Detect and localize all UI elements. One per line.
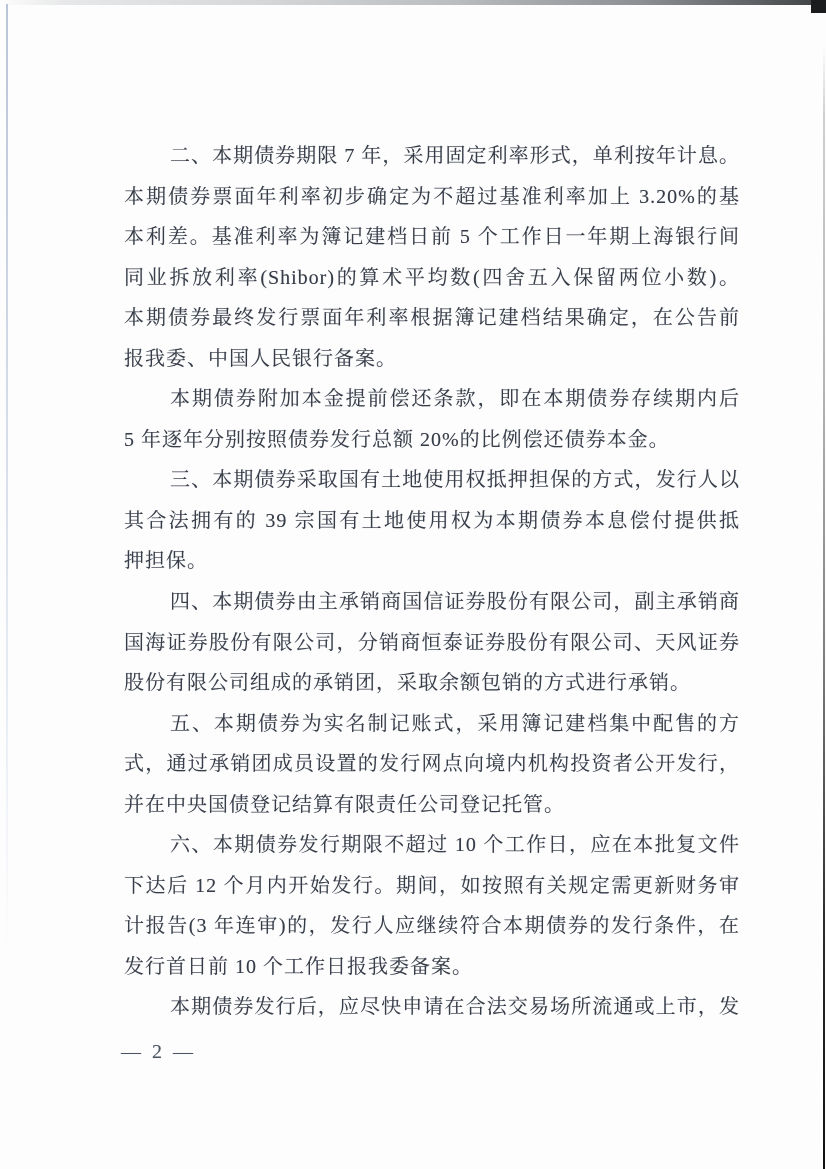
text-line: 5 年逐年分别按照债券发行总额 20%的比例偿还债券本金。 (124, 428, 670, 451)
text-line: 本期债券票面年利率初步确定为不超过基准利率加上 3.20%的基 (124, 185, 740, 208)
text-line: 下达后 12 个月内开始发行。期间，如按照有关规定需更新财务审 (124, 874, 740, 897)
text-line: 股份有限公司组成的承销团，采取余额包销的方式进行承销。 (124, 672, 691, 695)
text-line: 本期债券最终发行票面年利率根据簿记建档结果确定，在公告前 (124, 307, 740, 330)
text-line: 二、本期债券期限 7 年，采用固定利率形式，单利按年计息。 (170, 145, 740, 167)
text-line: 三、本期债券采取国有土地使用权抵押担保的方式，发行人以 (170, 469, 740, 492)
text-line: 六、本期债券发行期限不超过 10 个工作日，应在本批复文件 (170, 834, 740, 857)
text-line: 本期债券发行后，应尽快申请在合法交易场所流通或上市，发 (170, 996, 740, 1019)
text-line: 同业拆放利率(Shibor)的算术平均数(四舍五入保留两位小数)。 (124, 266, 740, 289)
scan-artifact-corner-mark (811, 0, 826, 13)
text-line: 国海证券股份有限公司，分销商恒泰证券股份有限公司、天风证券 (124, 631, 740, 654)
text-line: 其合法拥有的 39 宗国有土地使用权为本期债券本息偿付提供抵 (124, 509, 740, 532)
text-line: 报我委、中国人民银行备案。 (124, 347, 397, 370)
text-line: 本利差。基准利率为簿记建档日前 5 个工作日一年期上海银行间 (124, 226, 740, 249)
text-line: 计报告(3 年连审)的，发行人应继续符合本期债券的发行条件，在 (124, 915, 740, 938)
text-line: 押担保。 (124, 550, 208, 573)
scan-artifact-top-edge (0, 0, 826, 5)
text-line: 发行首日前 10 个工作日报我委备案。 (124, 955, 473, 978)
text-line: 四、本期债券由主承销商国信证券股份有限公司，副主承销商 (170, 591, 740, 614)
text-line: 式，通过承销团成员设置的发行网点向境内机构投资者公开发行， (124, 753, 740, 776)
page-number: — 2 — (121, 1041, 196, 1063)
scan-artifact-right-edge (823, 48, 825, 1169)
text-line: 五、本期债券为实名制记账式，采用簿记建档集中配售的方 (170, 712, 740, 735)
document-body (124, 136, 740, 1028)
text-line: 本期债券附加本金提前偿还条款，即在本期债券存续期内后 (170, 388, 740, 411)
text-line: 并在中央国债登记结算有限责任公司登记托管。 (124, 793, 565, 816)
scan-artifact-left-edge (6, 4, 8, 954)
